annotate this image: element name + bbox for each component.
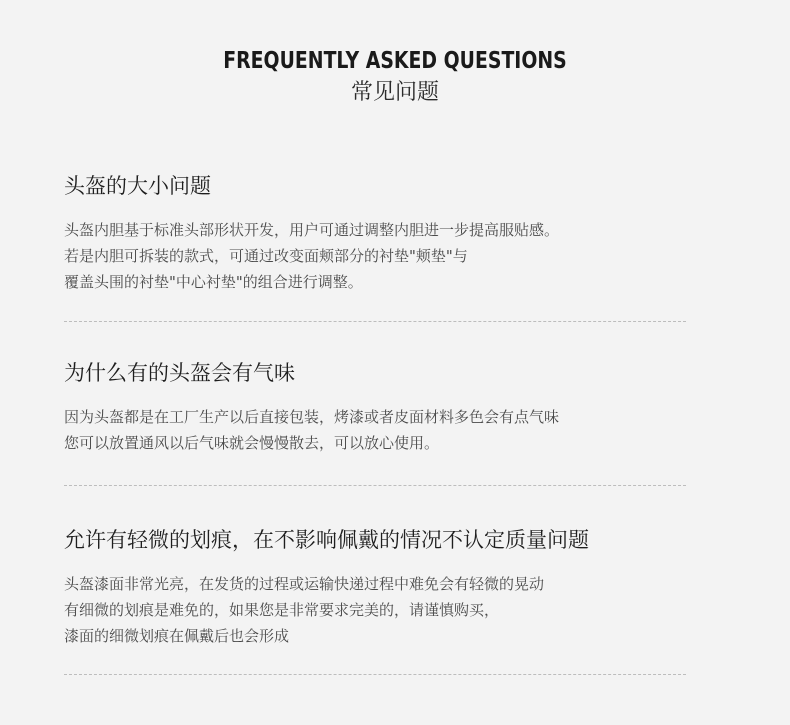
faq-answer-line: 覆盖头围的衬垫"中心衬垫"的组合进行调整。 — [64, 273, 363, 291]
faq-answer-line: 有细微的划痕是难免的，如果您是非常要求完美的，请谨慎购买， — [64, 601, 500, 619]
faq-item-scratches — [64, 526, 688, 649]
faq-item-helmet-size — [64, 172, 688, 295]
faq-question: 为什么有的头盔会有气味 — [64, 361, 295, 385]
faq-divider — [64, 485, 686, 486]
page-title-chinese: 常见问题 — [350, 80, 439, 105]
faq-answer-line: 头盔漆面非常光亮，在发货的过程或运输快递过程中难免会有轻微的晃动 — [64, 575, 545, 593]
faq-item-helmet-odor — [64, 359, 688, 456]
faq-divider — [64, 321, 686, 322]
faq-header — [0, 46, 790, 108]
faq-answer — [64, 217, 688, 295]
faq-answer-line: 头盔内胆基于标准头部形状开发，用户可通过调整内胆进一步提高服贴感。 — [64, 221, 560, 239]
faq-divider — [64, 674, 686, 675]
faq-answer-line: 因为头盔都是在工厂生产以后直接包装，烤漆或者皮面材料多色会有点气味 — [64, 408, 560, 426]
faq-answer — [64, 404, 688, 456]
page-title-english: FREQUENTLY ASKED QUESTIONS — [223, 48, 567, 74]
faq-question: 允许有轻微的划痕，在不影响佩戴的情况不认定质量问题 — [64, 528, 589, 552]
faq-question: 头盔的大小问题 — [64, 174, 211, 198]
faq-answer-line: 您可以放置通风以后气味就会慢慢散去，可以放心使用。 — [64, 434, 440, 452]
faq-answer-line: 漆面的细微划痕在佩戴后也会形成 — [64, 627, 290, 645]
faq-answer — [64, 571, 688, 649]
faq-answer-line: 若是内胆可拆装的款式，可通过改变面颊部分的衬垫"颊垫"与 — [64, 247, 468, 265]
